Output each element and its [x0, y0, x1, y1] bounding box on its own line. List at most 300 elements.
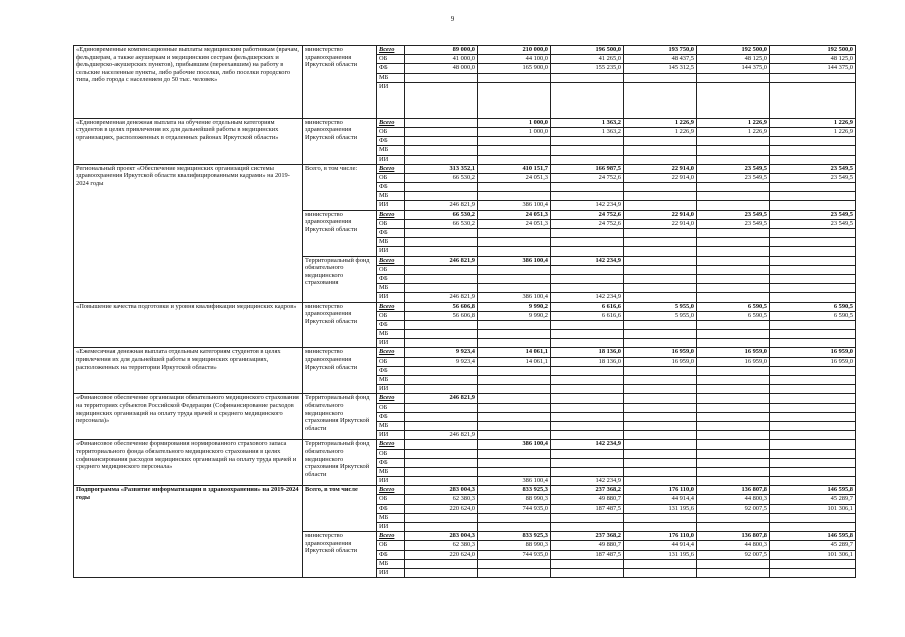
- funding-source: ФБ: [377, 458, 405, 467]
- amount-cell: [405, 82, 478, 118]
- amount-cell: 136 807,8: [697, 532, 770, 541]
- amount-cell: [551, 421, 624, 430]
- amount-cell: [478, 73, 551, 82]
- amount-cell: [697, 274, 770, 283]
- amount-cell: [478, 137, 551, 146]
- amount-cell: [697, 477, 770, 486]
- funding-source: ФБ: [377, 550, 405, 559]
- responsible-executor: Территориальный фонд обязательного медицинского страхования: [303, 256, 377, 302]
- responsible-executor: министерство здравоохранения Иркутской области: [303, 532, 377, 578]
- funding-source: ИИ: [377, 523, 405, 532]
- responsible-executor: министерство здравоохранения Иркутской области: [303, 118, 377, 164]
- amount-cell: [478, 320, 551, 329]
- responsible-executor: министерство здравоохранения Иркутской области: [303, 210, 377, 256]
- amount-cell: 1 226,9: [770, 118, 856, 127]
- amount-cell: [624, 366, 697, 375]
- amount-cell: 24 752,6: [551, 210, 624, 219]
- amount-cell: 62 380,3: [405, 495, 478, 504]
- amount-cell: 24 051,3: [478, 219, 551, 228]
- amount-cell: [478, 394, 551, 403]
- amount-cell: [697, 366, 770, 375]
- funding-source: ИИ: [377, 568, 405, 577]
- amount-cell: [770, 155, 856, 164]
- funding-source: МБ: [377, 284, 405, 293]
- table-row: [74, 394, 856, 403]
- funding-source: Всего: [377, 164, 405, 173]
- amount-cell: [405, 330, 478, 339]
- funding-source: Всего: [377, 532, 405, 541]
- amount-cell: [624, 155, 697, 164]
- amount-cell: 386 100,4: [478, 201, 551, 210]
- amount-cell: 101 306,1: [770, 550, 856, 559]
- amount-cell: [697, 256, 770, 265]
- amount-cell: 1 226,9: [770, 127, 856, 136]
- amount-cell: [697, 440, 770, 449]
- amount-cell: 23 549,5: [770, 210, 856, 219]
- amount-cell: 49 880,7: [551, 541, 624, 550]
- amount-cell: 48 125,0: [697, 55, 770, 64]
- amount-cell: [551, 523, 624, 532]
- amount-cell: [624, 137, 697, 146]
- amount-cell: [551, 366, 624, 375]
- funding-source: ФБ: [377, 412, 405, 421]
- amount-cell: 246 821,9: [405, 201, 478, 210]
- amount-cell: [770, 229, 856, 238]
- amount-cell: 6 590,5: [770, 302, 856, 311]
- responsible-executor: министерство здравоохранения Иркутской области: [303, 348, 377, 394]
- amount-cell: [551, 513, 624, 522]
- amount-cell: [624, 183, 697, 192]
- amount-cell: 246 821,9: [405, 256, 478, 265]
- amount-cell: [405, 339, 478, 348]
- amount-cell: [478, 523, 551, 532]
- amount-cell: [478, 274, 551, 283]
- amount-cell: [478, 403, 551, 412]
- amount-cell: 22 914,0: [624, 210, 697, 219]
- amount-cell: [624, 256, 697, 265]
- amount-cell: 192 500,0: [770, 46, 856, 55]
- amount-cell: [551, 238, 624, 247]
- funding-source: Всего: [377, 302, 405, 311]
- amount-cell: [551, 155, 624, 164]
- measure-name: «Единовременные компенсационные выплаты медицинским работникам (врачам, фельдшерам, а также акушеркам и медицинским сестрам фельдшерских и фельдшерско-акушерских пунктов), прибывшим (переехавшим) на работу в сельские населенные пункты, либо рабочие поселки, либо поселки городского типа, либо города с населением до 50 тыс. человек»: [74, 46, 303, 119]
- table-row: [74, 348, 856, 357]
- amount-cell: 16 959,0: [624, 357, 697, 366]
- amount-cell: [551, 412, 624, 421]
- amount-cell: [478, 568, 551, 577]
- amount-cell: 386 100,4: [478, 440, 551, 449]
- amount-cell: [770, 192, 856, 201]
- amount-cell: 88 990,3: [478, 541, 551, 550]
- amount-cell: [770, 559, 856, 568]
- amount-cell: [770, 274, 856, 283]
- amount-cell: 44 914,4: [624, 541, 697, 550]
- amount-cell: 283 004,3: [405, 486, 478, 495]
- amount-cell: [770, 568, 856, 577]
- amount-cell: 283 004,3: [405, 532, 478, 541]
- amount-cell: [770, 183, 856, 192]
- amount-cell: 386 100,4: [478, 293, 551, 302]
- amount-cell: [478, 467, 551, 476]
- amount-cell: [405, 477, 478, 486]
- amount-cell: [624, 339, 697, 348]
- amount-cell: 246 821,9: [405, 293, 478, 302]
- funding-source: ИИ: [377, 385, 405, 394]
- funding-source: ИИ: [377, 155, 405, 164]
- amount-cell: [478, 247, 551, 256]
- amount-cell: [770, 293, 856, 302]
- amount-cell: [697, 155, 770, 164]
- amount-cell: [770, 449, 856, 458]
- amount-cell: 62 380,3: [405, 541, 478, 550]
- funding-source: ОБ: [377, 55, 405, 64]
- amount-cell: [478, 458, 551, 467]
- funding-source: МБ: [377, 513, 405, 522]
- amount-cell: 9 923,4: [405, 357, 478, 366]
- amount-cell: [624, 403, 697, 412]
- amount-cell: [405, 274, 478, 283]
- amount-cell: [551, 247, 624, 256]
- amount-cell: 56 606,8: [405, 311, 478, 320]
- amount-cell: [770, 137, 856, 146]
- funding-source: Всего: [377, 486, 405, 495]
- amount-cell: [624, 449, 697, 458]
- funding-source: ФБ: [377, 229, 405, 238]
- amount-cell: [770, 146, 856, 155]
- amount-cell: 22 914,0: [624, 173, 697, 182]
- amount-cell: [405, 568, 478, 577]
- funding-source: Всего: [377, 440, 405, 449]
- amount-cell: [405, 523, 478, 532]
- amount-cell: 23 549,5: [770, 173, 856, 182]
- amount-cell: [551, 467, 624, 476]
- amount-cell: 142 234,9: [551, 477, 624, 486]
- amount-cell: 44 914,4: [624, 495, 697, 504]
- amount-cell: 6 590,5: [697, 302, 770, 311]
- amount-cell: [770, 284, 856, 293]
- amount-cell: [551, 449, 624, 458]
- amount-cell: 165 900,0: [478, 64, 551, 73]
- amount-cell: 66 530,2: [405, 173, 478, 182]
- amount-cell: [697, 82, 770, 118]
- amount-cell: 237 368,2: [551, 486, 624, 495]
- amount-cell: [697, 513, 770, 522]
- amount-cell: 1 226,9: [624, 118, 697, 127]
- amount-cell: 9 990,2: [478, 311, 551, 320]
- amount-cell: [551, 403, 624, 412]
- amount-cell: [405, 366, 478, 375]
- amount-cell: [697, 293, 770, 302]
- amount-cell: [624, 412, 697, 421]
- funding-source: ИИ: [377, 477, 405, 486]
- amount-cell: 220 624,0: [405, 550, 478, 559]
- funding-source: МБ: [377, 192, 405, 201]
- amount-cell: 6 590,5: [770, 311, 856, 320]
- amount-cell: [697, 183, 770, 192]
- amount-cell: [551, 284, 624, 293]
- funding-source: МБ: [377, 146, 405, 155]
- amount-cell: [405, 265, 478, 274]
- amount-cell: [478, 192, 551, 201]
- amount-cell: [624, 320, 697, 329]
- funding-source: ОБ: [377, 403, 405, 412]
- amount-cell: [551, 274, 624, 283]
- amount-cell: [405, 137, 478, 146]
- funding-source: ФБ: [377, 320, 405, 329]
- amount-cell: 6 616,6: [551, 311, 624, 320]
- amount-cell: 144 375,0: [770, 64, 856, 73]
- amount-cell: 41 000,0: [405, 55, 478, 64]
- amount-cell: [405, 146, 478, 155]
- amount-cell: [697, 421, 770, 430]
- amount-cell: 66 530,2: [405, 219, 478, 228]
- amount-cell: [551, 394, 624, 403]
- amount-cell: [405, 376, 478, 385]
- amount-cell: 56 606,8: [405, 302, 478, 311]
- amount-cell: [478, 559, 551, 568]
- amount-cell: [624, 265, 697, 274]
- amount-cell: [624, 477, 697, 486]
- amount-cell: [551, 73, 624, 82]
- amount-cell: [624, 523, 697, 532]
- amount-cell: 5 955,0: [624, 302, 697, 311]
- funding-source: Всего: [377, 394, 405, 403]
- amount-cell: [697, 568, 770, 577]
- amount-cell: 155 235,0: [551, 64, 624, 73]
- amount-cell: [478, 412, 551, 421]
- measure-name: Региональный проект «Обеспечение медицинских организаций системы здравоохранения Иркутской области квалифицированными кадрами» на 2019-2024 годы: [74, 164, 303, 302]
- amount-cell: 66 530,2: [405, 210, 478, 219]
- funding-source: ОБ: [377, 449, 405, 458]
- amount-cell: [770, 394, 856, 403]
- amount-cell: [697, 394, 770, 403]
- amount-cell: [551, 320, 624, 329]
- amount-cell: [478, 513, 551, 522]
- amount-cell: [624, 238, 697, 247]
- amount-cell: [551, 229, 624, 238]
- amount-cell: [551, 330, 624, 339]
- amount-cell: 9 923,4: [405, 348, 478, 357]
- amount-cell: 386 100,4: [478, 477, 551, 486]
- amount-cell: [770, 412, 856, 421]
- funding-source: Всего: [377, 118, 405, 127]
- amount-cell: 410 151,7: [478, 164, 551, 173]
- amount-cell: 23 549,5: [697, 210, 770, 219]
- amount-cell: 18 136,0: [551, 357, 624, 366]
- amount-cell: [624, 73, 697, 82]
- amount-cell: [405, 247, 478, 256]
- amount-cell: 145 312,5: [624, 64, 697, 73]
- amount-cell: 1 363,2: [551, 118, 624, 127]
- amount-cell: [478, 376, 551, 385]
- funding-source: Всего: [377, 256, 405, 265]
- amount-cell: [624, 421, 697, 430]
- amount-cell: [405, 155, 478, 164]
- funding-source: МБ: [377, 559, 405, 568]
- measure-name: «Повышение качества подготовки и уровня квалификации медицинских кадров»: [74, 302, 303, 348]
- amount-cell: 166 987,5: [551, 164, 624, 173]
- amount-cell: [478, 229, 551, 238]
- amount-cell: [624, 559, 697, 568]
- amount-cell: [551, 137, 624, 146]
- amount-cell: 22 914,0: [624, 164, 697, 173]
- amount-cell: 744 935,0: [478, 550, 551, 559]
- amount-cell: [478, 366, 551, 375]
- amount-cell: 142 234,9: [551, 201, 624, 210]
- funding-source: ФБ: [377, 64, 405, 73]
- amount-cell: 744 935,0: [478, 504, 551, 513]
- responsible-executor: министерство здравоохранения Иркутской области: [303, 302, 377, 348]
- amount-cell: [478, 238, 551, 247]
- amount-cell: 193 750,0: [624, 46, 697, 55]
- amount-cell: 142 234,9: [551, 293, 624, 302]
- amount-cell: 313 352,1: [405, 164, 478, 173]
- amount-cell: 142 234,9: [551, 256, 624, 265]
- amount-cell: [770, 256, 856, 265]
- amount-cell: 1 000,0: [478, 118, 551, 127]
- amount-cell: [405, 440, 478, 449]
- amount-cell: 142 234,9: [551, 440, 624, 449]
- amount-cell: [478, 82, 551, 118]
- amount-cell: [478, 155, 551, 164]
- amount-cell: 1 000,0: [478, 127, 551, 136]
- responsible-executor: Территориальный фонд обязательного медицинского страхования Иркутской области: [303, 394, 377, 440]
- funding-source: МБ: [377, 421, 405, 430]
- amount-cell: [697, 385, 770, 394]
- amount-cell: [624, 568, 697, 577]
- amount-cell: [770, 523, 856, 532]
- amount-cell: [624, 513, 697, 522]
- budget-table: [73, 45, 856, 578]
- funding-source: ОБ: [377, 357, 405, 366]
- amount-cell: [697, 284, 770, 293]
- funding-source: ИИ: [377, 293, 405, 302]
- amount-cell: 23 549,5: [697, 219, 770, 228]
- amount-cell: [478, 330, 551, 339]
- amount-cell: [697, 412, 770, 421]
- amount-cell: [697, 73, 770, 82]
- amount-cell: [405, 458, 478, 467]
- amount-cell: [478, 385, 551, 394]
- amount-cell: 45 289,7: [770, 495, 856, 504]
- page-number: 9: [450, 15, 455, 23]
- amount-cell: 16 959,0: [624, 348, 697, 357]
- amount-cell: [770, 431, 856, 440]
- amount-cell: [770, 366, 856, 375]
- amount-cell: 24 752,6: [551, 173, 624, 182]
- funding-source: ОБ: [377, 311, 405, 320]
- amount-cell: [405, 385, 478, 394]
- amount-cell: [697, 238, 770, 247]
- amount-cell: 44 800,3: [697, 541, 770, 550]
- amount-cell: 48 437,5: [624, 55, 697, 64]
- amount-cell: [770, 201, 856, 210]
- funding-source: ФБ: [377, 137, 405, 146]
- amount-cell: [624, 82, 697, 118]
- amount-cell: [697, 458, 770, 467]
- amount-cell: [624, 385, 697, 394]
- amount-cell: [770, 82, 856, 118]
- amount-cell: [697, 265, 770, 274]
- responsible-executor: Территориальный фонд обязательного медицинского страхования Иркутской области: [303, 440, 377, 486]
- amount-cell: [405, 320, 478, 329]
- amount-cell: [624, 192, 697, 201]
- amount-cell: 49 880,7: [551, 495, 624, 504]
- amount-cell: [551, 385, 624, 394]
- funding-source: ИИ: [377, 339, 405, 348]
- amount-cell: 45 289,7: [770, 541, 856, 550]
- amount-cell: [405, 412, 478, 421]
- amount-cell: 146 595,8: [770, 486, 856, 495]
- amount-cell: [405, 284, 478, 293]
- funding-source: ФБ: [377, 274, 405, 283]
- amount-cell: [624, 440, 697, 449]
- amount-cell: [770, 403, 856, 412]
- amount-cell: [770, 330, 856, 339]
- amount-cell: [551, 82, 624, 118]
- amount-cell: [405, 229, 478, 238]
- amount-cell: [551, 376, 624, 385]
- amount-cell: [478, 183, 551, 192]
- funding-source: ФБ: [377, 366, 405, 375]
- amount-cell: 24 051,3: [478, 173, 551, 182]
- funding-source: ОБ: [377, 173, 405, 182]
- funding-source: Всего: [377, 348, 405, 357]
- amount-cell: 44 100,0: [478, 55, 551, 64]
- funding-source: ФБ: [377, 504, 405, 513]
- amount-cell: 220 624,0: [405, 504, 478, 513]
- amount-cell: [405, 238, 478, 247]
- funding-source: Всего: [377, 46, 405, 55]
- amount-cell: 196 500,0: [551, 46, 624, 55]
- amount-cell: [697, 467, 770, 476]
- amount-cell: [770, 73, 856, 82]
- amount-cell: 92 007,5: [697, 504, 770, 513]
- amount-cell: [697, 559, 770, 568]
- funding-source: ИИ: [377, 82, 405, 118]
- amount-cell: 14 061,1: [478, 348, 551, 357]
- amount-cell: [697, 229, 770, 238]
- amount-cell: [770, 385, 856, 394]
- amount-cell: [624, 229, 697, 238]
- amount-cell: [405, 192, 478, 201]
- amount-cell: [551, 568, 624, 577]
- amount-cell: 176 110,0: [624, 486, 697, 495]
- amount-cell: [697, 376, 770, 385]
- amount-cell: 6 616,6: [551, 302, 624, 311]
- funding-source: ИИ: [377, 431, 405, 440]
- amount-cell: 41 265,0: [551, 55, 624, 64]
- amount-cell: 176 110,0: [624, 532, 697, 541]
- funding-source: ОБ: [377, 265, 405, 274]
- amount-cell: 136 807,8: [697, 486, 770, 495]
- table-row: [74, 486, 856, 495]
- measure-name: «Ежемесячная денежная выплата отдельным категориям студентов в целях привлечения их для дальнейшей работы в медицинских организациях, расположенных на территории Иркутской области»: [74, 348, 303, 394]
- amount-cell: 833 925,3: [478, 532, 551, 541]
- amount-cell: 237 368,2: [551, 532, 624, 541]
- amount-cell: [478, 339, 551, 348]
- amount-cell: [551, 559, 624, 568]
- amount-cell: [624, 394, 697, 403]
- amount-cell: 16 959,0: [770, 357, 856, 366]
- funding-source: ОБ: [377, 127, 405, 136]
- amount-cell: [405, 118, 478, 127]
- amount-cell: [770, 339, 856, 348]
- amount-cell: [697, 192, 770, 201]
- amount-cell: [478, 421, 551, 430]
- amount-cell: 89 000,0: [405, 46, 478, 55]
- amount-cell: [624, 146, 697, 155]
